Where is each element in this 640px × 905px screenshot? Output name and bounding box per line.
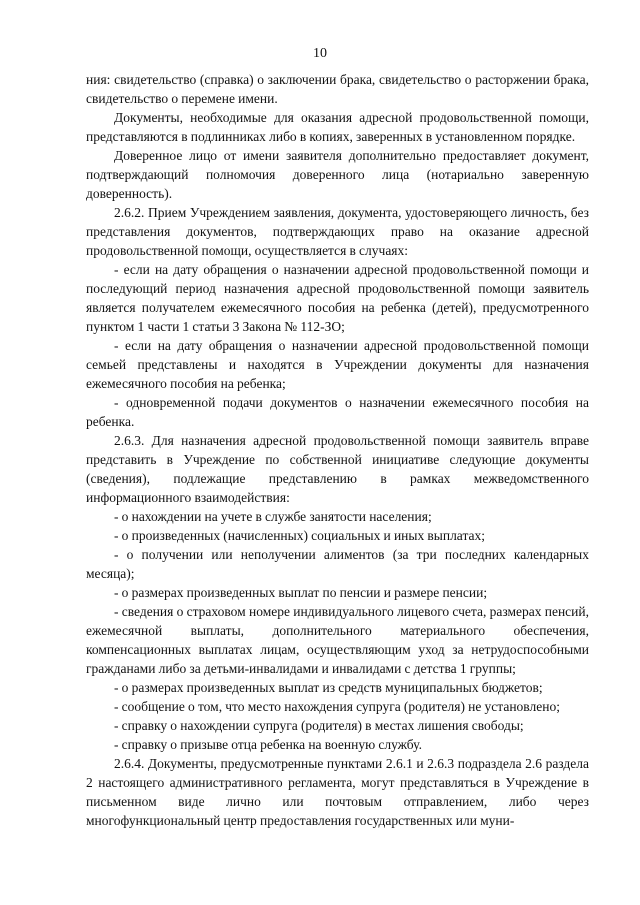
paragraph: 2.6.3. Для назначения адресной продовольственной помощи заявитель вправе представить в Учреждение по собственной инициативе следующие документы (сведения), подлежащие представлению в рамках межведомственного информационного взаимодействия: — [86, 433, 589, 505]
paragraph: - если на дату обращения о назначении адресной продовольственной помощи семьей представлены и находятся в Учреждении документы для назначения ежемесячного пособия на ребенка; — [86, 338, 589, 391]
paragraph: - справку о нахождении супруга (родителя) в местах лишения свободы; — [114, 718, 524, 733]
paragraph: - справку о призыве отца ребенка на военную службу. — [114, 737, 422, 752]
paragraph: - о произведенных (начисленных) социальных и иных выплатах; — [114, 528, 486, 543]
paragraph: - сообщение о том, что место нахождения супруга (родителя) не установлено; — [114, 699, 560, 714]
paragraph: - сведения о страховом номере индивидуального лицевого счета, размерах пенсий, ежемесячной выплаты, дополнительного материального обеспечения, компенсационных выплатах лицам, осуществляющим уход за нетрудоспособными гражданами либо за детьми-инвалидами и инвалидами с детства 1 группы; — [86, 604, 589, 676]
paragraph: - если на дату обращения о назначении адресной продовольственной помощи и последующий период назначения адресной продовольственной помощи заявитель является получателем ежемесячного пособия на ребенка (детей), предусмотренного пунктом 1 части 1 статьи 3 Закона № 112-ЗО; — [86, 262, 589, 334]
paragraph: - одновременной подачи документов о назначении ежемесячного пособия на ребенка. — [86, 395, 589, 429]
paragraph: - о нахождении на учете в службе занятости населения; — [114, 509, 432, 524]
paragraph: ния: свидетельство (справка) о заключении брака, свидетельство о расторжении брака, свидетельство о перемене имени. — [86, 72, 589, 106]
paragraph: - о размерах произведенных выплат из средств муниципальных бюджетов; — [114, 680, 543, 695]
page-number: 10 — [313, 46, 327, 61]
paragraph: 2.6.2. Прием Учреждением заявления, документа, удостоверяющего личность, без представления документов, подтверждающих право на оказание адресной продовольственной помощи, осуществляется в случаях: — [86, 205, 589, 258]
document-body — [86, 70, 589, 830]
paragraph: - о получении или неполучении алиментов (за три последних календарных месяца); — [86, 547, 589, 581]
paragraph: Документы, необходимые для оказания адресной продовольственной помощи, представляются в подлинниках либо в копиях, заверенных в установленном порядке. — [86, 110, 589, 144]
paragraph: Доверенное лицо от имени заявителя дополнительно предоставляет документ, подтверждающий полномочия доверенного лица (нотариально заверенную доверенность). — [86, 148, 589, 201]
paragraph: 2.6.4. Документы, предусмотренные пунктами 2.6.1 и 2.6.3 подраздела 2.6 раздела 2 настоящего административного регламента, могут представляться в Учреждение в письменном виде лично или почтовым отправлением, либо через многофункциональный центр предоставления государственных или муни- — [86, 756, 589, 828]
paragraph: - о размерах произведенных выплат по пенсии и размере пенсии; — [114, 585, 488, 600]
